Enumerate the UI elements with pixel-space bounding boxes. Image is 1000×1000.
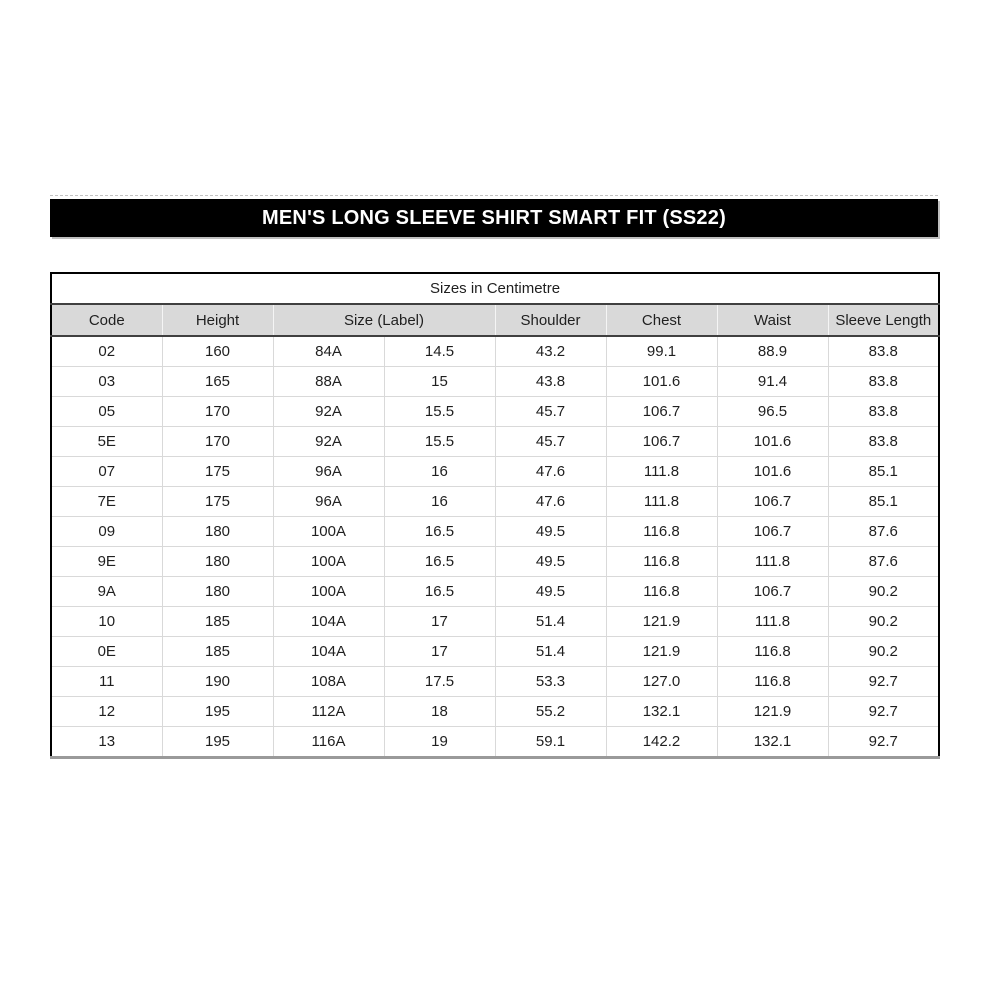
table-row xyxy=(51,607,939,637)
table-cell: 43.8 xyxy=(495,367,606,397)
table-cell: 87.6 xyxy=(828,517,939,547)
table-cell: 83.8 xyxy=(828,397,939,427)
table-cell: 116.8 xyxy=(606,547,717,577)
table-cell: 9E xyxy=(51,547,162,577)
table-cell: 116.8 xyxy=(717,637,828,667)
table-cell: 45.7 xyxy=(495,397,606,427)
table-cell: 90.2 xyxy=(828,577,939,607)
table-body xyxy=(51,336,939,758)
table-cell: 91.4 xyxy=(717,367,828,397)
table-cell: 170 xyxy=(162,427,273,457)
table-cell: 90.2 xyxy=(828,637,939,667)
table-cell: 17 xyxy=(384,607,495,637)
table-row xyxy=(51,367,939,397)
table-cell: 18 xyxy=(384,697,495,727)
table-cell: 83.8 xyxy=(828,427,939,457)
table-cell: 17 xyxy=(384,637,495,667)
table-cell: 106.7 xyxy=(606,427,717,457)
table-cell: 16.5 xyxy=(384,577,495,607)
table-cell: 85.1 xyxy=(828,487,939,517)
table-cell: 111.8 xyxy=(717,607,828,637)
table-cell: 180 xyxy=(162,577,273,607)
title-banner xyxy=(50,199,938,237)
table-cell: 03 xyxy=(51,367,162,397)
table-cell: 09 xyxy=(51,517,162,547)
table-cell: 101.6 xyxy=(717,457,828,487)
table-cell: 92A xyxy=(273,427,384,457)
table-row xyxy=(51,727,939,758)
table-cell: 180 xyxy=(162,517,273,547)
table-cell: 59.1 xyxy=(495,727,606,758)
table-caption: Sizes in Centimetre xyxy=(51,273,939,304)
table-cell: 127.0 xyxy=(606,667,717,697)
table-row xyxy=(51,397,939,427)
table-head xyxy=(51,273,939,336)
table-cell: 190 xyxy=(162,667,273,697)
table-cell: 111.8 xyxy=(606,457,717,487)
table-cell: 195 xyxy=(162,727,273,758)
table-cell: 92.7 xyxy=(828,727,939,758)
table-cell: 88.9 xyxy=(717,336,828,367)
table-cell: 49.5 xyxy=(495,547,606,577)
table-cell: 51.4 xyxy=(495,607,606,637)
table-cell: 100A xyxy=(273,517,384,547)
table-cell: 12 xyxy=(51,697,162,727)
table-cell: 92A xyxy=(273,397,384,427)
table-cell: 116.8 xyxy=(717,667,828,697)
table-cell: 83.8 xyxy=(828,336,939,367)
column-header-height: Height xyxy=(162,304,273,336)
table-cell: 96A xyxy=(273,487,384,517)
table-cell: 96.5 xyxy=(717,397,828,427)
table-cell: 132.1 xyxy=(717,727,828,758)
table-cell: 106.7 xyxy=(717,487,828,517)
table-row xyxy=(51,517,939,547)
table-row xyxy=(51,697,939,727)
table-cell: 16 xyxy=(384,487,495,517)
table-cell: 185 xyxy=(162,607,273,637)
table-cell: 16.5 xyxy=(384,547,495,577)
table-cell: 175 xyxy=(162,457,273,487)
table-cell: 92.7 xyxy=(828,697,939,727)
table-cell: 92.7 xyxy=(828,667,939,697)
table-cell: 132.1 xyxy=(606,697,717,727)
table-cell: 101.6 xyxy=(606,367,717,397)
table-cell: 43.2 xyxy=(495,336,606,367)
table-cell: 121.9 xyxy=(606,637,717,667)
table-cell: 106.7 xyxy=(717,577,828,607)
table-cell: 195 xyxy=(162,697,273,727)
table-cell: 15.5 xyxy=(384,397,495,427)
table-row xyxy=(51,577,939,607)
table-cell: 49.5 xyxy=(495,577,606,607)
table-row xyxy=(51,637,939,667)
table-row xyxy=(51,457,939,487)
table-cell: 13 xyxy=(51,727,162,758)
table-row xyxy=(51,667,939,697)
table-cell: 47.6 xyxy=(495,487,606,517)
table-cell: 142.2 xyxy=(606,727,717,758)
table-cell: 07 xyxy=(51,457,162,487)
table-cell: 15 xyxy=(384,367,495,397)
table-cell: 106.7 xyxy=(606,397,717,427)
table-cell: 99.1 xyxy=(606,336,717,367)
column-header-code: Code xyxy=(51,304,162,336)
page-break-dashed-line xyxy=(50,195,938,196)
table-cell: 84A xyxy=(273,336,384,367)
table-cell: 88A xyxy=(273,367,384,397)
table-cell: 175 xyxy=(162,487,273,517)
table-cell: 111.8 xyxy=(606,487,717,517)
table-row xyxy=(51,427,939,457)
table-cell: 83.8 xyxy=(828,367,939,397)
column-header-chest: Chest xyxy=(606,304,717,336)
table-cell: 165 xyxy=(162,367,273,397)
table-cell: 104A xyxy=(273,607,384,637)
table-cell: 101.6 xyxy=(717,427,828,457)
table-cell: 90.2 xyxy=(828,607,939,637)
table-cell: 19 xyxy=(384,727,495,758)
table-cell: 16 xyxy=(384,457,495,487)
table-cell: 51.4 xyxy=(495,637,606,667)
table-cell: 55.2 xyxy=(495,697,606,727)
table-cell: 100A xyxy=(273,577,384,607)
table-cell: 160 xyxy=(162,336,273,367)
table-cell: 14.5 xyxy=(384,336,495,367)
table-row xyxy=(51,336,939,367)
table-cell: 185 xyxy=(162,637,273,667)
table-cell: 02 xyxy=(51,336,162,367)
table-cell: 104A xyxy=(273,637,384,667)
table-cell: 111.8 xyxy=(717,547,828,577)
table-cell: 116.8 xyxy=(606,577,717,607)
table-header-row xyxy=(51,304,939,336)
table-cell: 106.7 xyxy=(717,517,828,547)
title-text: MEN'S LONG SLEEVE SHIRT SMART FIT (SS22) xyxy=(262,206,726,229)
table-cell: 17.5 xyxy=(384,667,495,697)
table-cell: 108A xyxy=(273,667,384,697)
table-row xyxy=(51,487,939,517)
table-cell: 121.9 xyxy=(606,607,717,637)
table-cell: 116.8 xyxy=(606,517,717,547)
table-cell: 11 xyxy=(51,667,162,697)
table-cell: 116A xyxy=(273,727,384,758)
size-table xyxy=(50,272,940,759)
column-header-size-label: Size (Label) xyxy=(273,304,495,336)
table-cell: 5E xyxy=(51,427,162,457)
column-header-waist: Waist xyxy=(717,304,828,336)
column-header-shoulder: Shoulder xyxy=(495,304,606,336)
table-cell: 96A xyxy=(273,457,384,487)
table-cell: 112A xyxy=(273,697,384,727)
table-cell: 15.5 xyxy=(384,427,495,457)
table-cell: 170 xyxy=(162,397,273,427)
table-cell: 49.5 xyxy=(495,517,606,547)
table-cell: 05 xyxy=(51,397,162,427)
table-cell: 0E xyxy=(51,637,162,667)
table-cell: 85.1 xyxy=(828,457,939,487)
table-cell: 45.7 xyxy=(495,427,606,457)
table-caption-row xyxy=(51,273,939,304)
table-cell: 7E xyxy=(51,487,162,517)
table-cell: 9A xyxy=(51,577,162,607)
table-cell: 180 xyxy=(162,547,273,577)
table-cell: 100A xyxy=(273,547,384,577)
table-cell: 16.5 xyxy=(384,517,495,547)
column-header-sleeve-length: Sleeve Length xyxy=(828,304,939,336)
table-cell: 53.3 xyxy=(495,667,606,697)
table-row xyxy=(51,547,939,577)
table-cell: 47.6 xyxy=(495,457,606,487)
table-cell: 87.6 xyxy=(828,547,939,577)
table-cell: 121.9 xyxy=(717,697,828,727)
table-cell: 10 xyxy=(51,607,162,637)
